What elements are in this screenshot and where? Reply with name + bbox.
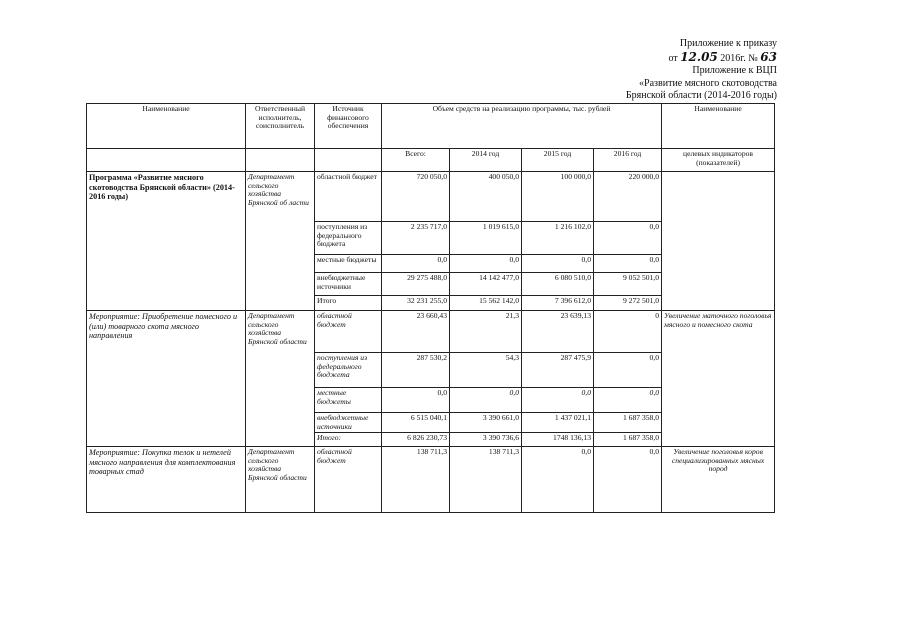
y2015-cell: 6 080 510,0 [522, 273, 594, 296]
y2015-cell: 0,0 [522, 447, 594, 513]
y2016-cell: 220 000,0 [594, 172, 662, 222]
table-row [87, 447, 775, 513]
y2014-cell: 3 390 661,0 [450, 413, 522, 433]
y2014-cell: 15 562 142,0 [450, 296, 522, 311]
document-header [626, 38, 777, 103]
source-cell: областной бюджет [315, 311, 382, 353]
handwritten-number: 63 [760, 49, 777, 64]
y2015-cell: 287 475,9 [522, 353, 594, 388]
source-cell: Итого [315, 296, 382, 311]
section-name: Мероприятие: Приобретение помесного и (или) товарного скота мясного направления [87, 311, 246, 447]
header-line-appendix: Приложение к ВЦП [692, 65, 777, 76]
header-line-date: от 12.05 2016г. № 63 [668, 49, 777, 64]
total-cell: 29 275 488,0 [382, 273, 450, 296]
y2014-cell: 138 711,3 [450, 447, 522, 513]
source-cell: местные бюджеты [315, 255, 382, 273]
y2014-cell: 14 142 477,0 [450, 273, 522, 296]
handwritten-date: 12.05 [680, 49, 718, 64]
col-header-2014: 2014 год [450, 149, 522, 172]
section-responsible: Департамент сельского хозяйства Брянской области [246, 447, 315, 513]
y2014-cell: 0,0 [450, 255, 522, 273]
y2015-cell: 1 437 021,1 [522, 413, 594, 433]
y2015-cell: 1748 136,13 [522, 433, 594, 447]
total-cell: 287 530,2 [382, 353, 450, 388]
section-indicator: Увеличение маточного поголовья мясного и помесного скота [662, 311, 775, 447]
y2014-cell: 0,0 [450, 388, 522, 413]
section-indicator [662, 172, 775, 311]
section-name: Программа «Развитие мясного скотоводства Брянской области» (2014-2016 годы) [87, 172, 246, 311]
total-cell: 6 826 230,73 [382, 433, 450, 447]
y2014-cell: 21,3 [450, 311, 522, 353]
col-header-indicator-2: целевых индикаторов (показателей) [662, 149, 775, 172]
source-cell: поступления из федерального бюджета [315, 353, 382, 388]
table-row [87, 172, 775, 222]
y2015-cell: 0,0 [522, 388, 594, 413]
col-header-name: Наименование [87, 104, 246, 149]
col-header-source: Источник финансового обеспечения [315, 104, 382, 149]
source-cell: внебюджетные источники [315, 273, 382, 296]
y2015-cell: 100 000,0 [522, 172, 594, 222]
y2016-cell: 0 [594, 311, 662, 353]
total-cell: 138 711,3 [382, 447, 450, 513]
header-line-years: Брянской области (2014-2016 годы) [625, 90, 777, 101]
section-indicator: Увеличение поголовья коров специализированных мясных пород [662, 447, 775, 513]
y2016-cell: 0,0 [594, 255, 662, 273]
total-cell: 6 515 040,1 [382, 413, 450, 433]
y2016-cell: 0,0 [594, 353, 662, 388]
y2015-cell: 23 639,13 [522, 311, 594, 353]
y2016-cell: 9 052 501,0 [594, 273, 662, 296]
section-name: Мероприятие: Покупка телок и нетелей мясного направления для комплектования товарных стад [87, 447, 246, 513]
y2016-cell: 1 687 358,0 [594, 413, 662, 433]
header-line-program: «Развитие мясного скотоводства [639, 77, 777, 89]
source-cell: внебюджетные источники [315, 413, 382, 433]
total-cell: 720 050,0 [382, 172, 450, 222]
y2015-cell: 1 216 102,0 [522, 222, 594, 255]
section-responsible: Департамент сельского хозяйства Брянской области [246, 311, 315, 447]
col-header-total: Всего: [382, 149, 450, 172]
table-subheader-row [87, 149, 775, 172]
y2014-cell: 1 019 615,0 [450, 222, 522, 255]
source-cell: областной бюджет [315, 172, 382, 222]
section-responsible: Департамент сельского хозяйства Брянской об ласти [246, 172, 315, 311]
source-cell: областной бюджет [315, 447, 382, 513]
table-row [87, 311, 775, 353]
total-cell: 23 660,43 [382, 311, 450, 353]
col-header-indicator: Наименование [662, 104, 775, 149]
y2014-cell: 400 050,0 [450, 172, 522, 222]
table-header-row [87, 104, 775, 149]
col-header-responsible: Ответственный исполнитель, соисполнитель [246, 104, 315, 149]
y2015-cell: 7 396 612,0 [522, 296, 594, 311]
y2016-cell: 9 272 501,0 [594, 296, 662, 311]
y2016-cell: 1 687 358,0 [594, 433, 662, 447]
header-line-order: Приложение к приказу [679, 38, 777, 49]
total-cell: 0,0 [382, 388, 450, 413]
source-cell: поступления из федерального бюджета [315, 222, 382, 255]
col-header-funds: Объем средств на реализацию программы, тыс. рублей [382, 104, 662, 149]
col-header-2016: 2016 год [594, 149, 662, 172]
y2015-cell: 0,0 [522, 255, 594, 273]
y2016-cell: 0,0 [594, 222, 662, 255]
source-cell: Итого: [315, 433, 382, 447]
y2016-cell: 0,0 [594, 388, 662, 413]
source-cell: местные бюджеты [315, 388, 382, 413]
total-cell: 32 231 255,0 [382, 296, 450, 311]
y2014-cell: 3 390 736,6 [450, 433, 522, 447]
total-cell: 0,0 [382, 255, 450, 273]
y2016-cell: 0,0 [594, 447, 662, 513]
y2014-cell: 54,3 [450, 353, 522, 388]
col-header-2015: 2015 год [522, 149, 594, 172]
total-cell: 2 235 717,0 [382, 222, 450, 255]
program-funding-table [86, 103, 775, 513]
